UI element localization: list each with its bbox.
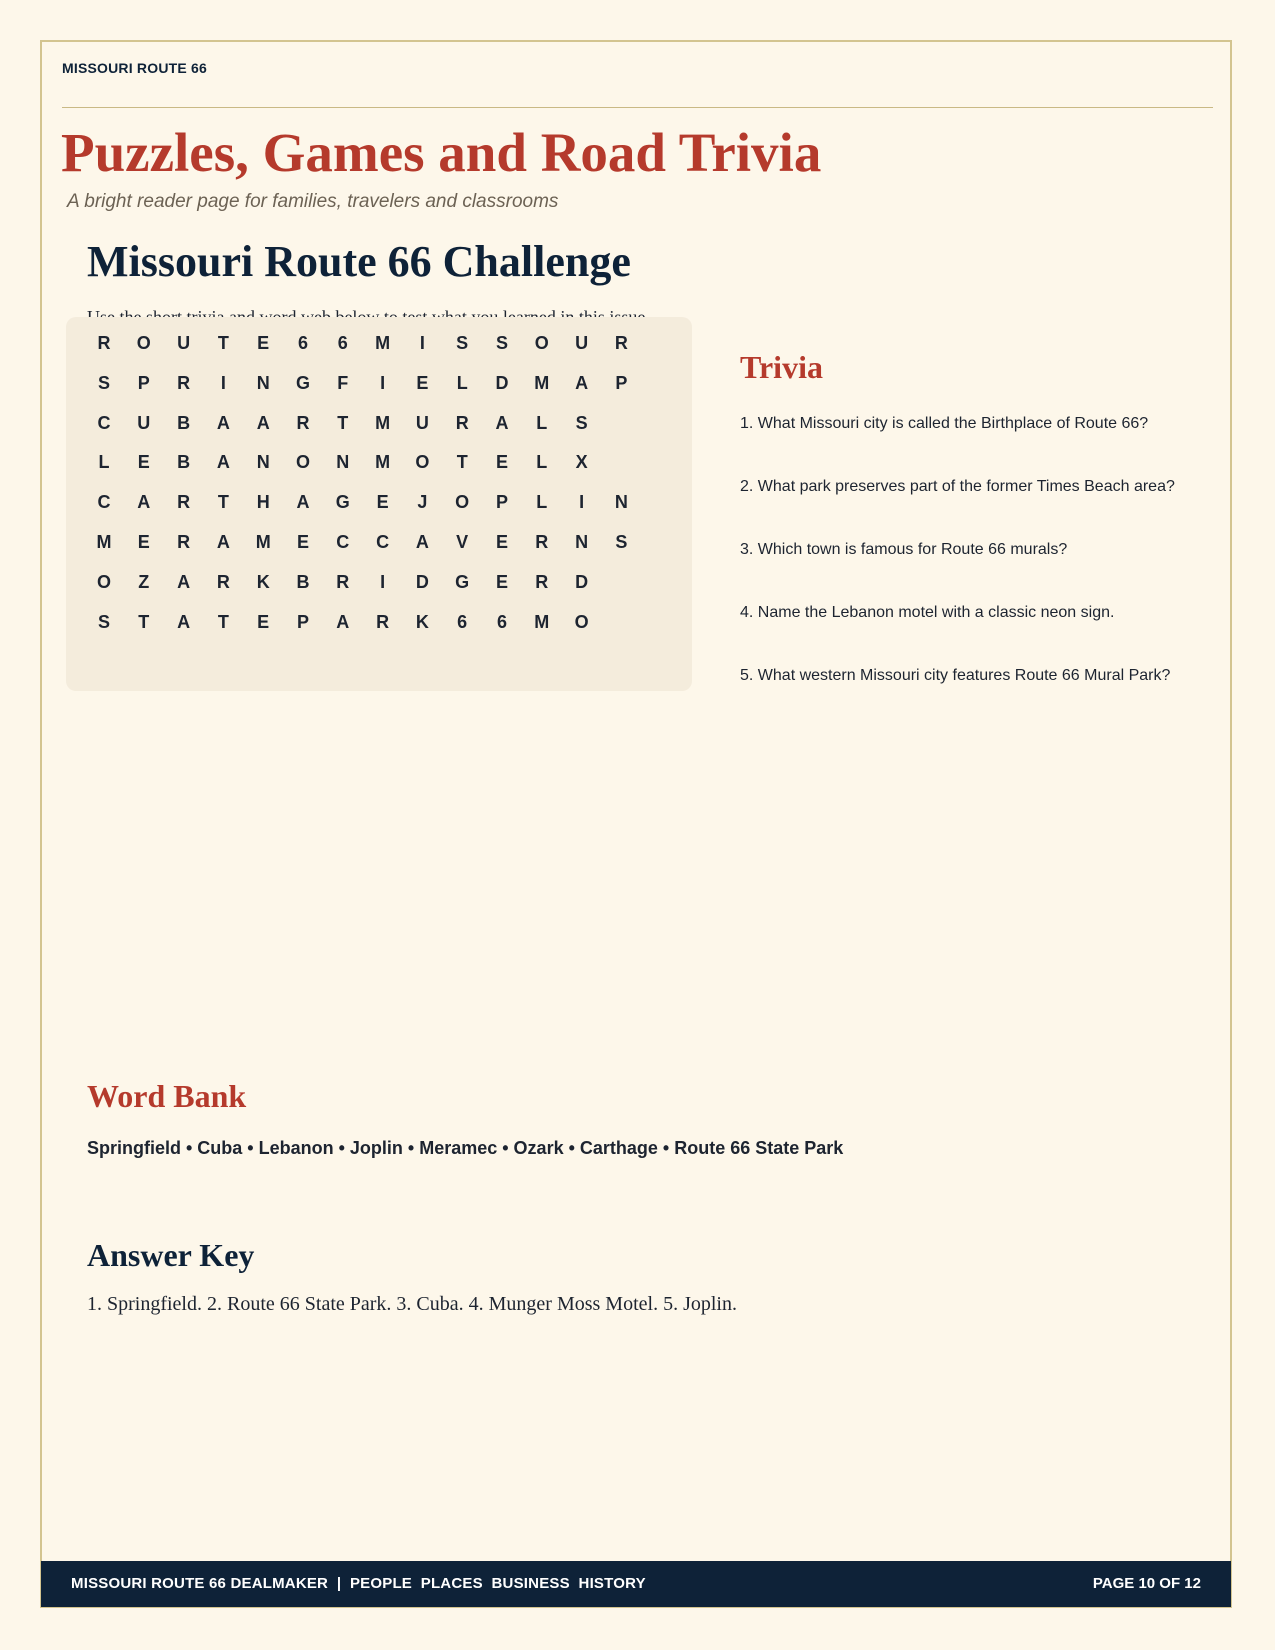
word-search-letter: M [375,412,391,433]
word-search-letter: C [376,532,390,552]
word-search-letter: R [177,532,191,552]
word-search-letter: E [137,452,150,473]
word-search-letter: M [375,452,391,473]
word-search-letter: G [335,492,350,513]
word-search-letter: S [456,333,469,353]
word-search-letter: I [579,492,585,513]
word-search-letter: A [137,492,151,513]
word-search-letter: R [216,571,230,592]
word-search-letter: E [257,333,270,353]
word-search-letter: N [336,452,350,473]
word-search-letter: A [216,412,230,433]
word-search-letter: L [536,452,548,473]
word-search-letter: O [455,492,470,513]
word-search-letter: I [380,372,386,393]
word-bank-list: Springfield • Cuba • Lebanon • Joplin • Meramec • Ozark • Carthage • Route 66 State Park [87,1138,844,1158]
word-search-letter: J [417,492,428,513]
word-search-grid [66,317,692,691]
word-search-letter: T [217,492,229,513]
word-search-letter: A [495,412,509,433]
word-search-letter: T [138,611,150,632]
word-search-letter: M [96,532,112,552]
header-divider [62,107,1213,108]
word-search-letter: E [416,372,429,393]
word-search-letter: L [536,412,548,433]
word-search-letter: U [177,333,191,353]
word-search-letter: N [256,372,270,393]
word-search-letter: X [575,452,588,473]
word-search-letter: E [137,532,150,552]
word-search-letter: M [534,611,550,632]
challenge-title: Missouri Route 66 Challenge [87,237,631,286]
word-search-letter: 6 [496,611,507,632]
word-search-letter: A [256,412,270,433]
word-search-letter: I [220,372,226,393]
word-search-letter: T [456,452,468,473]
word-search-letter: C [97,412,111,433]
word-search-letter: O [574,611,589,632]
word-search-letter: S [97,372,110,393]
word-search-row [66,450,692,474]
word-search-letter: E [495,452,508,473]
word-search-letter: K [415,611,429,632]
word-search-letter: O [415,452,430,473]
trivia-question: 1. What Missouri city is called the Birthplace of Route 66? [740,415,1149,432]
answer-key-text: 1. Springfield. 2. Route 66 State Park. 3. Cuba. 4. Munger Moss Motel. 5. Joplin. [87,1293,737,1315]
trivia-title: Trivia [740,349,823,385]
word-search-letter: C [336,532,350,552]
page-subtitle: A bright reader page for families, travelers and classrooms [67,191,559,212]
word-search-letter: 6 [457,611,468,632]
word-search-letter: M [255,532,271,552]
word-search-letter: A [415,532,429,552]
word-bank-title: Word Bank [87,1078,247,1114]
word-search-letter: S [575,412,588,433]
word-search-letter: E [257,611,270,632]
word-search-letter: R [614,333,628,353]
word-search-letter: O [136,333,151,353]
word-search-letter: R [177,372,191,393]
word-search-row [66,530,692,554]
answer-key-title: Answer Key [87,1237,255,1273]
word-search-letter: E [495,532,508,552]
word-search-letter: D [495,372,509,393]
page-number: PAGE 10 OF 12 [1092,1575,1201,1592]
word-search-letter: D [415,571,429,592]
word-search-letter: 6 [297,333,308,353]
word-search-letter: 6 [337,333,348,353]
word-search-letter: A [296,492,310,513]
trivia-question: 5. What western Missouri city features Route 66 Mural Park? [740,667,1171,684]
word-search-letter: U [575,333,589,353]
word-search-letter: L [98,452,110,473]
word-search-letter: S [615,532,628,552]
word-search-letter: K [256,571,270,592]
word-search-letter: O [295,452,310,473]
word-search-letter: N [256,452,270,473]
word-search-letter: P [296,611,309,632]
word-search-row [66,411,692,435]
word-search-letter: S [97,611,110,632]
word-search-letter: T [217,611,229,632]
word-search-letter: N [614,492,628,513]
word-search-letter: A [177,611,191,632]
word-search-letter: U [415,412,429,433]
word-search-letter: M [375,333,391,353]
word-search-letter: A [177,571,191,592]
word-search-letter: C [97,492,111,513]
word-search-letter: R [376,611,390,632]
word-search-letter: R [535,532,549,552]
word-search-letter: M [534,372,550,393]
word-search-letter: I [419,333,425,353]
word-search-letter: P [495,492,508,513]
word-search-row [66,371,692,395]
word-search-letter: A [216,452,230,473]
word-search-letter: V [456,532,469,552]
word-search-row [66,490,692,514]
word-search-letter: L [456,372,468,393]
word-search-letter: G [295,372,310,393]
footer-bar [41,1561,1231,1607]
word-search-letter: R [177,492,191,513]
word-search-letter: R [296,412,310,433]
word-search-letter: I [380,571,386,592]
word-search-letter: R [535,571,549,592]
word-search-letter: B [177,412,191,433]
word-search-letter: E [495,571,508,592]
word-search-letter: L [536,492,548,513]
word-search-letter: B [177,452,191,473]
word-search-letter: A [575,372,589,393]
word-search-letter: P [137,372,150,393]
word-search-letter: G [455,571,470,592]
page-title: Puzzles, Games and Road Trivia [61,122,822,183]
word-search-letter: A [216,532,230,552]
word-search-letter: P [615,372,628,393]
word-search-row [66,331,692,355]
word-search-letter: U [137,412,151,433]
word-search-letter: R [455,412,469,433]
word-search-letter: B [296,571,310,592]
word-search-letter: E [296,532,309,552]
word-search-letter: E [376,492,389,513]
trivia-question: 2. What park preserves part of the former Times Beach area? [740,478,1175,495]
word-search-letter: D [575,571,589,592]
word-search-row [66,610,692,634]
word-search-letter: H [256,492,270,513]
word-search-letter: R [97,333,111,353]
word-search-letter: T [217,333,229,353]
word-search-letter: S [495,333,508,353]
word-search-letter: F [337,372,349,393]
word-search-row [66,570,692,594]
word-search-letter: O [534,333,549,353]
word-search-letter: O [96,571,111,592]
word-search-letter: R [336,571,350,592]
running-head: MISSOURI ROUTE 66 [62,60,207,76]
word-search-letter: N [575,532,589,552]
word-search-letter: T [337,412,349,433]
trivia-question: 3. Which town is famous for Route 66 murals? [740,541,1068,558]
word-search-letter: A [336,611,350,632]
trivia-question: 4. Name the Lebanon motel with a classic neon sign. [740,604,1115,621]
word-search-letter: Z [138,571,150,592]
footer-publication: MISSOURI ROUTE 66 DEALMAKER | PEOPLE PLACES BUSINESS HISTORY [71,1575,646,1592]
